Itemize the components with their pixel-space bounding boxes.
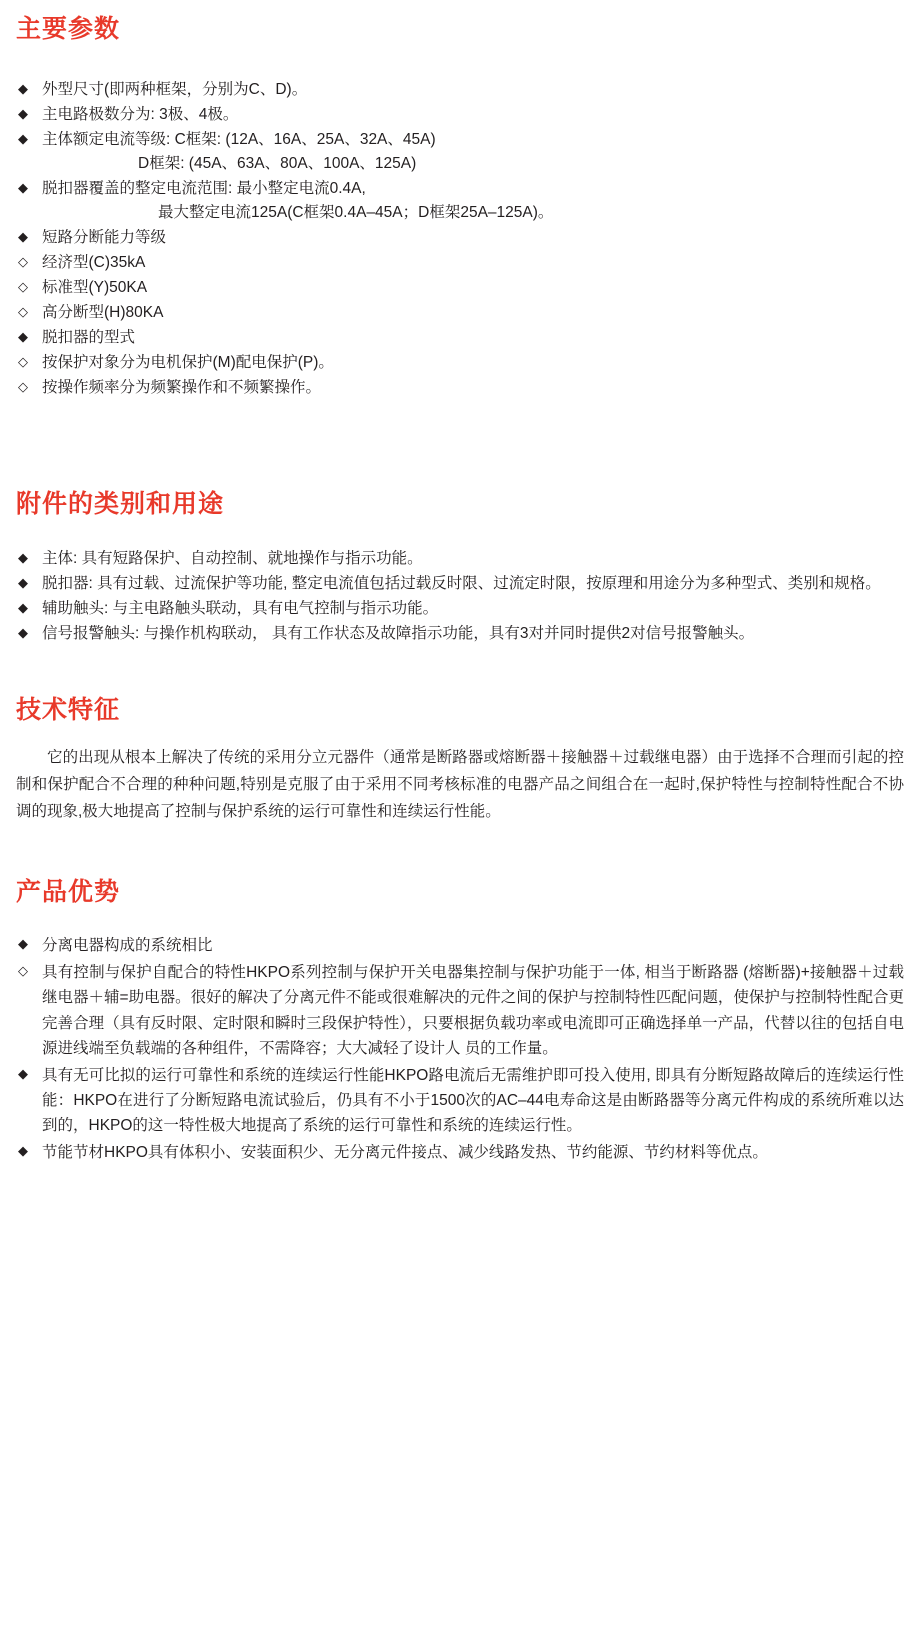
diamond-filled-icon: ◆ — [18, 329, 28, 345]
section-accessories — [0, 441, 920, 646]
list-item-text: 具有无可比拟的运行可靠性和系统的连续运行性能HKPO路电流后无需维护即可投入使用, 即具有分断短路故障后的连续运行性能：HKPO在进行了分断短路电流试验后，仍具有不小于1500次的AC–44电寿命这是由断路器等分离元件构成的系统所难以达到的，HKPO的这一特性极大地提高了系统的运行可靠性和系统的连续运行性。 — [42, 1066, 904, 1134]
section-product-advantages — [0, 825, 920, 1165]
list-item-text: 脱扣器: 具有过载、过流保护等功能, 整定电流值包括过载反时限、过流定时限，按原理和用途分为多种型式、类别和规格。 — [42, 575, 881, 593]
list-item-text: 按操作频率分为频繁操作和不频繁操作。 — [42, 379, 322, 397]
main-parameters-list — [16, 78, 904, 400]
diamond-filled-icon: ◆ — [18, 550, 28, 566]
product-advantages-body — [16, 907, 904, 1165]
list-item — [16, 226, 904, 250]
diamond-filled-icon: ◆ — [18, 575, 28, 591]
list-item — [16, 933, 904, 958]
list-item-text: 标准型(Y)50KA — [42, 279, 148, 297]
list-item — [16, 251, 904, 275]
list-item — [16, 960, 904, 1060]
list-item-text: 节能节材HKPO具有体积小、安装面积少、无分离元件接点、减少线路发热、节约能源、节约材料等优点。 — [42, 1144, 768, 1162]
diamond-filled-icon: ◆ — [18, 229, 28, 245]
diamond-filled-icon: ◆ — [18, 936, 28, 952]
list-item-text: 脱扣器的型式 — [42, 329, 136, 347]
list-item — [16, 326, 904, 350]
list-item-subtext: 最大整定电流125A(C框架0.4A–45A；D框架25A–125A)。 — [158, 204, 554, 222]
section-title-main-parameters: 主要参数 — [16, 15, 121, 43]
section-technical-features — [0, 647, 920, 825]
list-item — [16, 351, 904, 375]
accessories-list — [16, 547, 904, 646]
diamond-hollow-icon: ◇ — [18, 354, 28, 370]
product-advantages-list — [16, 933, 904, 1165]
list-item — [16, 276, 904, 300]
section-title-accessories: 附件的类别和用途 — [16, 490, 225, 519]
diamond-hollow-icon: ◇ — [18, 279, 28, 295]
list-item-text: 主电路极数分为: 3极、4极。 — [42, 106, 239, 124]
list-item-text: 辅助触头: 与主电路触头联动，具有电气控制与指示功能。 — [42, 600, 439, 618]
diamond-filled-icon: ◆ — [18, 81, 28, 96]
section-title-product-advantages: 产品优势 — [16, 878, 121, 907]
list-item-text: 信号报警触头: 与操作机构联动， 具有工作状态及故障指示功能，具有3对并同时提供2对信号报警触头。 — [42, 625, 755, 643]
list-item-text: 高分断型(H)80KA — [42, 304, 164, 322]
technical-features-body — [16, 725, 904, 825]
diamond-filled-icon: ◆ — [18, 625, 28, 641]
diamond-filled-icon: ◆ — [18, 1143, 28, 1159]
list-item-subtext: D框架: (45A、63A、80A、100A、125A) — [138, 155, 417, 173]
list-item — [16, 1063, 904, 1138]
section-main-parameters — [0, 0, 920, 400]
list-item-text: 经济型(C)35kA — [42, 254, 146, 272]
diamond-filled-icon: ◆ — [18, 180, 28, 196]
list-item — [16, 1140, 904, 1165]
list-item — [16, 572, 904, 596]
list-item — [16, 177, 904, 225]
list-item-text: 主体: 具有短路保护、自动控制、就地操作与指示功能。 — [42, 550, 423, 568]
list-item-text: 短路分断能力等级 — [42, 229, 167, 247]
section-title-technical-features: 技术特征 — [16, 696, 121, 725]
list-item — [16, 597, 904, 621]
list-item — [16, 622, 904, 646]
diamond-hollow-icon: ◇ — [18, 304, 28, 320]
list-item-text: 主体额定电流等级: C框架: (12A、16A、25A、32A、45A) — [42, 131, 436, 149]
list-item — [16, 301, 904, 325]
spacer — [0, 401, 920, 441]
diamond-hollow-icon: ◇ — [18, 963, 28, 979]
diamond-filled-icon: ◆ — [18, 600, 28, 616]
list-item-text: 外型尺寸(即两种框架，分别为C、D)。 — [42, 81, 308, 98]
technical-features-paragraph: 它的出现从根本上解决了传统的采用分立元器件（通常是断路器或熔断器＋接触器＋过载继电器）由于选择不合理而引起的控制和保护配合不合理的种种问题,特别是克服了由于采用不同考核标准的电器产品之间组合在一起时,保护特性与控制特性配合不协调的现象,极大地提高了控制与保护系统的运行可靠性和连续运行性能。 — [16, 749, 904, 820]
diamond-hollow-icon: ◇ — [18, 379, 28, 395]
list-item — [16, 547, 904, 571]
diamond-filled-icon: ◆ — [18, 106, 28, 122]
diamond-filled-icon: ◆ — [18, 1065, 28, 1081]
list-item-text: 分离电器构成的系统相比 — [42, 937, 213, 955]
diamond-filled-icon: ◆ — [18, 131, 28, 147]
list-item-text: 具有控制与保护自配合的特性HKPO系列控制与保护开关电器集控制与保护功能于一体, 相当于断路器 (熔断器)+接触器＋过载继电器＋辅=助电器。很好的解决了分离元件不能或很难解决的元件之间的保护与控制特性匹配问题，使保护与控制特性配合更完善合理（具有反时限、定时限和瞬时三段保护特性），只要根据负载功率或电流即可正确选择单一产品，代替以往的包括自电源进线端至负载端的各种组件，不需降容；大大减轻了设计人 员的工作量。 — [42, 964, 904, 1057]
list-item-text: 脱扣器覆盖的整定电流范围: 最小整定电流0.4A, — [42, 180, 366, 198]
accessories-body — [16, 519, 904, 646]
list-item-text: 按保护对象分为电机保护(M)配电保护(P)。 — [42, 354, 334, 372]
list-item — [16, 103, 904, 127]
list-item — [16, 376, 904, 400]
list-item — [16, 128, 904, 176]
main-parameters-body — [16, 44, 904, 400]
list-item — [16, 78, 904, 102]
diamond-hollow-icon: ◇ — [18, 254, 28, 270]
